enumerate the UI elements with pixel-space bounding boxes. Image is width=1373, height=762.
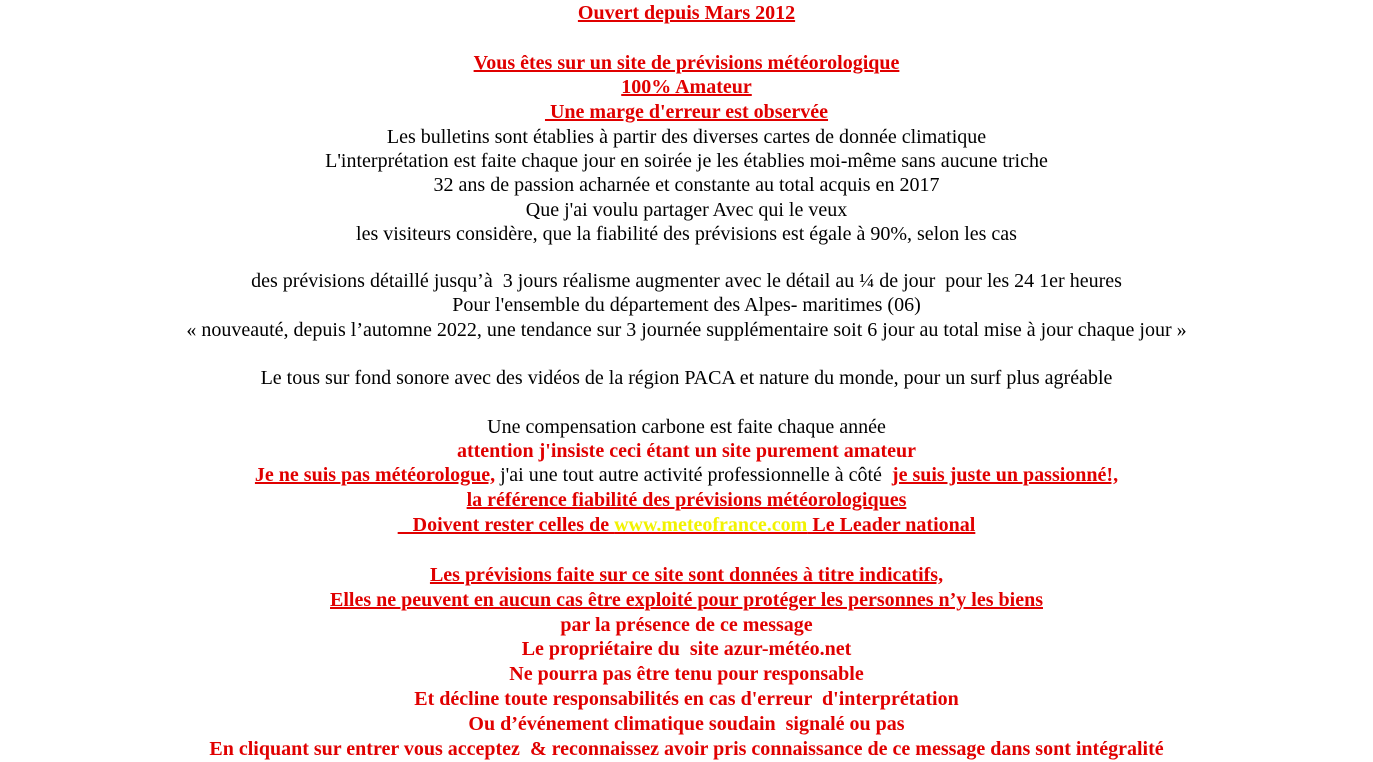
disclaimer-line-8: En cliquant sur entrer vous acceptez & reconnaissez avoir pris connaissance de ce message dans sont intégralité bbox=[209, 738, 1164, 760]
description-line-3: 32 ans de passion acharnée et constante au total acquis en 2017 bbox=[433, 174, 940, 196]
site-type-heading: Vous êtes sur un site de prévisions météorologique bbox=[473, 52, 900, 74]
disclaimer-line-7: Ou d’événement climatique soudain signalé ou pas bbox=[468, 713, 905, 735]
meteofrance-line bbox=[0, 513, 1373, 537]
disclaimer-line-5: Ne pourra pas être tenu pour responsable bbox=[509, 663, 864, 685]
reference-line: la référence fiabilité des prévisions météorologiques bbox=[466, 489, 907, 511]
disclaimer-line-2: Elles ne peuvent en aucun cas être exploité pour protéger les personnes n’y les biens bbox=[330, 589, 1043, 611]
disclaimer-line-4: Le propriétaire du site azur-météo.net bbox=[521, 638, 852, 660]
error-margin-heading: Une marge d'erreur est observée bbox=[544, 101, 829, 123]
carbon-compensation-line: Une compensation carbone est faite chaque année bbox=[487, 416, 886, 438]
description-line-5: les visiteurs considère, que la fiabilité des prévisions est égale à 90%, selon les cas bbox=[356, 223, 1017, 245]
disclaimer-line-1: Les prévisions faite sur ce site sont données à titre indicatifs, bbox=[429, 564, 944, 586]
meteorologist-line bbox=[0, 463, 1373, 487]
disclaimer-line-3: par la présence de ce message bbox=[560, 614, 813, 636]
must-remain-text: Doivent rester celles de bbox=[397, 514, 615, 536]
meteofrance-link[interactable]: www.meteofrance.com bbox=[614, 514, 808, 536]
amateur-warning: attention j'insiste ceci étant un site purement amateur bbox=[456, 440, 916, 462]
description-line-1: Les bulletins sont établies à partir des diverses cartes de donnée climatique bbox=[386, 126, 987, 148]
just-passionate-text: je suis juste un passionné!, bbox=[891, 464, 1119, 486]
forecast-info-line-2: Pour l'ensemble du département des Alpes- maritimes (06) bbox=[452, 294, 921, 316]
description-line-4: Que j'ai voulu partager Avec qui le veux bbox=[525, 199, 848, 221]
description-line-2: L'interprétation est faite chaque jour en soirée je les établies moi-même sans aucune triche bbox=[325, 150, 1048, 172]
opened-since-heading: Ouvert depuis Mars 2012 bbox=[577, 2, 796, 24]
other-activity-text: j'ai une tout autre activité professionnelle à côté bbox=[495, 464, 892, 486]
not-meteorologist-text: Je ne suis pas météorologue, bbox=[254, 464, 496, 486]
forecast-info-line-1: des prévisions détaillé jusqu’à 3 jours réalisme augmenter avec le détail au ¼ de jour pour les 24 1er heures bbox=[251, 270, 1122, 292]
disclaimer-line-6: Et décline toute responsabilités en cas d'erreur d'interprétation bbox=[414, 688, 959, 710]
forecast-info-line-3: « nouveauté, depuis l’automne 2022, une tendance sur 3 journée supplémentaire soit 6 jour au total mise à jour chaque jour » bbox=[186, 319, 1187, 341]
ambience-line: Le tous sur fond sonore avec des vidéos de la région PACA et nature du monde, pour un surf plus agréable bbox=[260, 367, 1113, 389]
leader-text: Le Leader national bbox=[807, 514, 976, 536]
amateur-heading: 100% Amateur bbox=[621, 76, 752, 98]
